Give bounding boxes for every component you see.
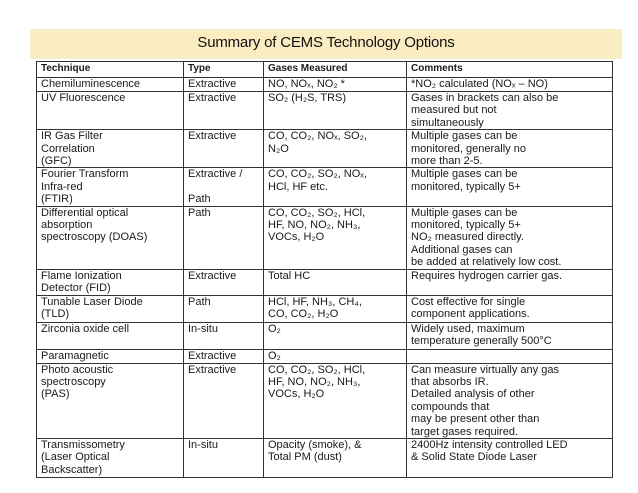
cell-type: Extractive [184, 92, 264, 130]
cell-gases: CO, CO₂, SO₂, NOₓ, HCl, HF etc. [264, 168, 407, 206]
cell-technique: Zirconia oxide cell [37, 322, 184, 349]
header-technique: Technique [37, 62, 184, 78]
title-banner [30, 29, 622, 59]
table-row [37, 438, 613, 477]
cell-type: Extractive / Path [184, 168, 264, 206]
cell-technique: Chemiluminescence [37, 78, 184, 92]
cell-technique: Differential optical absorption spectroscopy (DOAS) [37, 206, 184, 269]
cell-technique: Transmissometry (Laser Optical Backscatter) [37, 438, 184, 477]
cell-technique: Paramagnetic [37, 349, 184, 363]
table-row [37, 322, 613, 349]
cell-technique: UV Fluorescence [37, 92, 184, 130]
cell-comments: Widely used, maximum temperature generally 500°C [407, 322, 613, 349]
table-row [37, 349, 613, 363]
cell-gases: HCl, HF, NH₃, CH₄, CO, CO₂, H₂O [264, 295, 407, 322]
cell-gases: CO, CO₂, NOₓ, SO₂, N₂O [264, 130, 407, 168]
cell-technique: Flame Ionization Detector (FID) [37, 269, 184, 295]
cell-gases: Total HC [264, 269, 407, 295]
cell-gases: NO, NOₓ, NO₂ * [264, 78, 407, 92]
cell-comments: 2400Hz intensity controlled LED & Solid State Diode Laser [407, 438, 613, 477]
cell-gases: O₂ [264, 349, 407, 363]
table-row [37, 363, 613, 438]
cell-gases: Opacity (smoke), & Total PM (dust) [264, 438, 407, 477]
cell-comments: *NO₂ calculated (NOₓ – NO) [407, 78, 613, 92]
cems-technology-table [36, 61, 613, 478]
cell-type: Extractive [184, 363, 264, 438]
table-row [37, 168, 613, 206]
cell-gases: CO, CO₂, SO₂, HCl, HF, NO, NO₂, NH₃, VOCs, H₂O [264, 363, 407, 438]
cell-comments [407, 349, 613, 363]
cell-gases: O₂ [264, 322, 407, 349]
header-gases: Gases Measured [264, 62, 407, 78]
cell-technique: Photo acoustic spectroscopy (PAS) [37, 363, 184, 438]
cell-technique: Tunable Laser Diode (TLD) [37, 295, 184, 322]
cell-comments: Multiple gases can be monitored, generally no more than 2-5. [407, 130, 613, 168]
cell-type: Path [184, 295, 264, 322]
table-row [37, 130, 613, 168]
cell-comments: Multiple gases can be monitored, typically 5+ NO₂ measured directly. Additional gases can be added at relatively low cost. [407, 206, 613, 269]
header-type: Type [184, 62, 264, 78]
table-row [37, 295, 613, 322]
cell-comments: Gases in brackets can also be measured but not simultaneously [407, 92, 613, 130]
cell-gases: SO₂ (H₂S, TRS) [264, 92, 407, 130]
table-row [37, 92, 613, 130]
cell-technique: IR Gas Filter Correlation (GFC) [37, 130, 184, 168]
header-row [37, 62, 613, 78]
cell-type: Extractive [184, 269, 264, 295]
cell-technique: Fourier Transform Infra-red (FTIR) [37, 168, 184, 206]
cell-type: Extractive [184, 78, 264, 92]
table-row [37, 206, 613, 269]
cell-type: In-situ [184, 438, 264, 477]
header-comments: Comments [407, 62, 613, 78]
cell-type: Path [184, 206, 264, 269]
cell-gases: CO, CO₂, SO₂, HCl, HF, NO, NO₂, NH₃, VOCs, H₂O [264, 206, 407, 269]
cell-comments: Cost effective for single component applications. [407, 295, 613, 322]
cell-comments: Multiple gases can be monitored, typically 5+ [407, 168, 613, 206]
cell-type: In-situ [184, 322, 264, 349]
cell-type: Extractive [184, 130, 264, 168]
cell-comments: Can measure virtually any gas that absorbs IR. Detailed analysis of other compounds that may be present other than target gases required. [407, 363, 613, 438]
table-row [37, 78, 613, 92]
table-row [37, 269, 613, 295]
cell-type: Extractive [184, 349, 264, 363]
cell-comments: Requires hydrogen carrier gas. [407, 269, 613, 295]
slide-title: Summary of CEMS Technology Options [197, 34, 455, 51]
